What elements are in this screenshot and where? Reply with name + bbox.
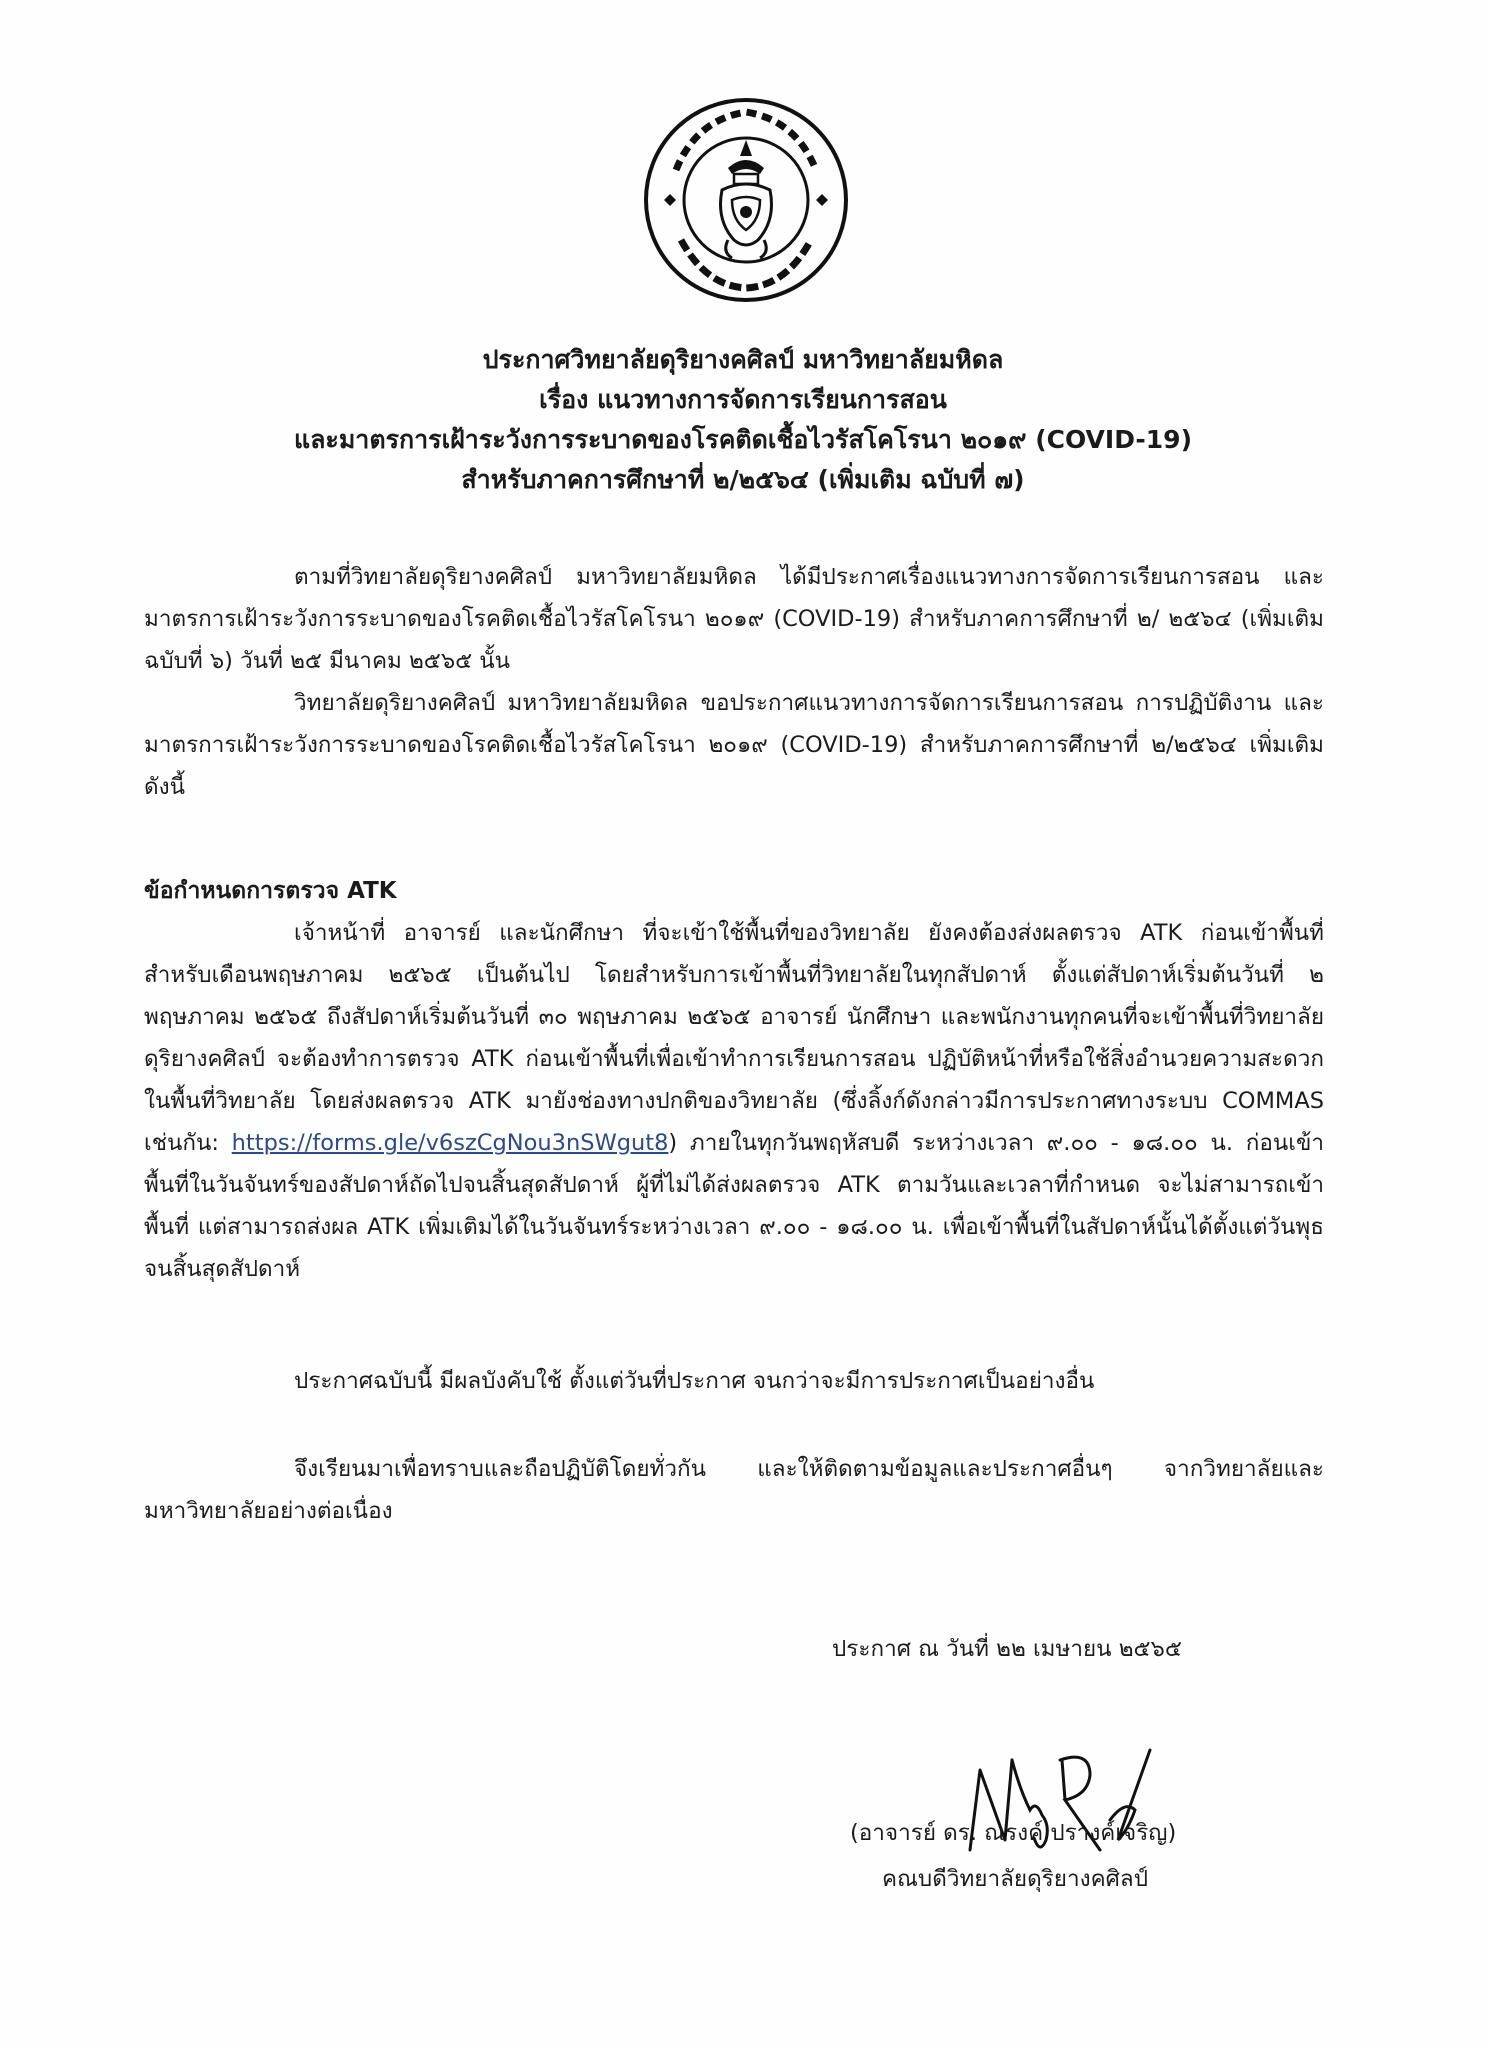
signer-name: (อาจารย์ ดร. ณรงค์ ปรางค์เจริญ) <box>850 1820 1177 1846</box>
signer-title: คณบดีวิทยาลัยดุริยางคศิลป์ <box>882 1866 1148 1892</box>
title-line-2: เรื่อง แนวทางการจัดการเรียนการสอน <box>539 385 947 414</box>
paragraph-5-text: จึงเรียนมาเพื่อทราบและถือปฏิบัติโดยทั่วกัน และให้ติดตามข้อมูลและประกาศอื่นๆ จากวิทยาลัยและมหาวิทยาลัยอย่างต่อเนื่อง <box>144 1456 1324 1524</box>
paragraph-atk-requirements <box>144 912 1324 1290</box>
announcement-date: ประกาศ ณ วันที่ ๒๒ เมษายน ๒๕๖๕ <box>832 1636 1182 1662</box>
section-heading-atk: ข้อกำหนดการตรวจ ATK <box>144 878 397 904</box>
announcement-title <box>0 340 1486 500</box>
atk-form-link[interactable]: https://forms.gle/v6szCgNou3nSWgut8 <box>231 1130 669 1156</box>
title-line-4: สำหรับภาคการศึกษาที่ ๒/๒๕๖๔ (เพิ่มเติม ฉบับที่ ๗) <box>461 465 1025 494</box>
paragraph-4-text: ประกาศฉบับนี้ มีผลบังคับใช้ ตั้งแต่วันที่ประกาศ จนกว่าจะมีการประกาศเป็นอย่างอื่น <box>294 1368 1095 1394</box>
paragraph-1-text: ตามที่วิทยาลัยดุริยางคศิลป์ มหาวิทยาลัยมหิดล ได้มีประกาศเรื่องแนวทางการจัดการเรียนการสอน และมาตรการเฝ้าระวังการระบาดของโรคติดเชื้อไวรัสโคโรนา ๒๐๑๙ (COVID-19) สำหรับภาคการศึกษาที่ ๒/ ๒๕๖๔ (เพิ่มเติม ฉบับที่ ๖) วันที่ ๒๕ มีนาคม ๒๕๖๕ นั้น <box>144 564 1324 674</box>
paragraph-3-text <box>144 912 1324 1290</box>
paragraph-closing <box>144 1448 1324 1532</box>
title-line-3: และมาตรการเฝ้าระวังการระบาดของโรคติดเชื้อไวรัสโคโรนา ๒๐๑๙ (COVID-19) <box>293 425 1193 454</box>
paragraph-3-part-2: ) ภายในทุกวันพฤหัสบดี ระหว่างเวลา ๙.๐๐ - ๑๘.๐๐ น. ก่อนเข้าพื้นที่ในวันจันทร์ของสัปดาห์ถัดไปจนสิ้นสุดสัปดาห์ ผู้ที่ไม่ได้ส่งผลตรวจ ATK ตามวันและเวลาที่กำหนด จะไม่สามารถเข้าพื้นที่ แต่สามารถส่งผล ATK เพิ่มเติมได้ในวันจันทร์ระหว่างเวลา ๙.๐๐ - ๑๘.๐๐ น. เพื่อเข้าพื้นที่ในสัปดาห์นั้นได้ตั้งแต่วันพุธจนสิ้นสุดสัปดาห์ <box>144 1130 1324 1282</box>
title-line-1: ประกาศวิทยาลัยดุริยางคศิลป์ มหาวิทยาลัยมหิดล <box>482 345 1004 374</box>
paragraph-announcement <box>144 682 1324 808</box>
paragraph-2-text: วิทยาลัยดุริยางคศิลป์ มหาวิทยาลัยมหิดล ขอประกาศแนวทางการจัดการเรียนการสอน การปฏิบัติงาน และมาตรการเฝ้าระวังการระบาดของโรคติดเชื้อไวรัสโคโรนา ๒๐๑๙ (COVID-19) สำหรับภาคการศึกษาที่ ๒/๒๕๖๔ เพิ่มเติม ดังนี้ <box>144 690 1324 800</box>
paragraph-3-part-1: เจ้าหน้าที่ อาจารย์ และนักศึกษา ที่จะเข้าใช้พื้นที่ของวิทยาลัย ยังคงต้องส่งผลตรวจ ATK ก่อนเข้าพื้นที่ สำหรับเดือนพฤษภาคม ๒๕๖๕ เป็นต้นไป โดยสำหรับการเข้าพื้นที่วิทยาลัยในทุกสัปดาห์ ตั้งแต่สัปดาห์เริ่มต้นวันที่ ๒ พฤษภาคม ๒๕๖๕ ถึงสัปดาห์เริ่มต้นวันที่ ๓๐ พฤษภาคม ๒๕๖๕ อาจารย์ นักศึกษา และพนักงานทุกคนที่จะเข้าพื้นที่วิทยาลัยดุริยางคศิลป์ จะต้องทำการตรวจ ATK ก่อนเข้าพื้นที่เพื่อเข้าทำการเรียนการสอน ปฏิบัติหน้าที่หรือใช้สิ่งอำนวยความสะดวกในพื้นที่วิทยาลัย โดยส่งผลตรวจ ATK มายังช่องทางปกติของวิทยาลัย (ซึ่งลิ้งก์ดังกล่าวมีการประกาศทางระบบ COMMAS เช่นกัน: <box>144 920 1324 1156</box>
university-seal-icon <box>636 90 856 310</box>
paragraph-effective-date <box>144 1360 1324 1402</box>
paragraph-reference <box>144 556 1324 682</box>
